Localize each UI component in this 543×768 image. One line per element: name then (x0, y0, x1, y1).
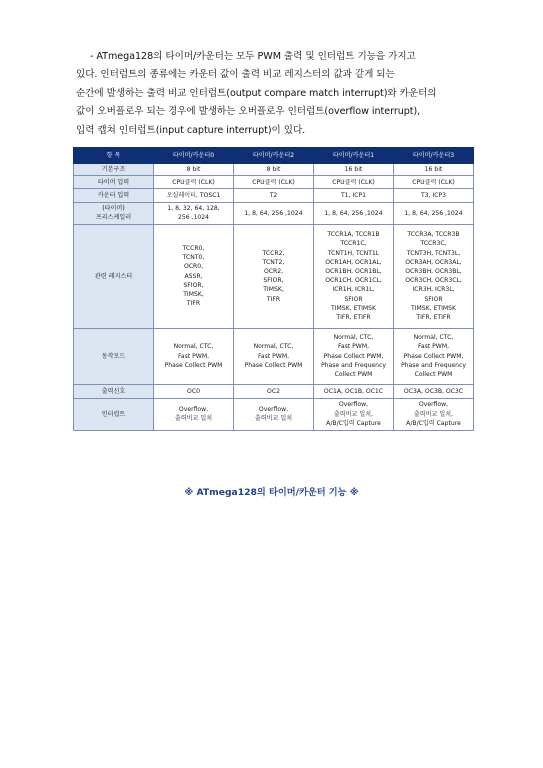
cell-line: Collect PWM (414, 370, 453, 378)
cell-line: TIMSK, ETIMSK (410, 304, 456, 312)
row-label-line: 관련 레지스터 (94, 272, 133, 280)
cell-line: SFIOR, (183, 281, 204, 289)
table-cell-timer3 (394, 189, 474, 203)
cell-line: TCNT2, (262, 258, 285, 266)
row-label (74, 176, 154, 189)
cell-line: 8 bit (266, 166, 281, 173)
table-cell-timer3 (394, 328, 474, 384)
header-timer3: 타이머/카운터3 (394, 148, 474, 164)
cell-line: TIFR, ETIFR (416, 313, 451, 321)
cell-line: 1, 8, 64, 256 ,1024 (404, 209, 463, 217)
row-label-line: (타이머) (102, 205, 125, 213)
intro-line: 있다. 인터럽트의 종류에는 카운터 값이 출력 비교 레지스터의 값과 같게 되는 (76, 69, 395, 81)
table-row (74, 398, 474, 430)
cell-line: Fast PWM, (257, 352, 290, 360)
cell-line: TCCR2, (262, 249, 285, 257)
row-label (74, 328, 154, 384)
table-cell-timer1 (314, 189, 394, 203)
cell-line: Overflow, (178, 405, 209, 413)
cell-line: TCCR0, (182, 244, 205, 252)
cell-line: CPU클럭 (CLK) (172, 178, 215, 186)
table-row (74, 384, 474, 398)
table-row (74, 189, 474, 203)
cell-line: Overflow, (338, 401, 369, 409)
cell-line: Phase Collect PWM, (323, 352, 384, 360)
table-cell-timer1 (314, 176, 394, 189)
cell-line: CPU클럭 (CLK) (252, 178, 295, 186)
table-row (74, 328, 474, 384)
table-cell-timer0 (154, 164, 234, 176)
cell-line: 출력비교 일치, (333, 410, 374, 418)
row-label (74, 398, 154, 430)
cell-line: OCR3CH, OCR3CL, (405, 277, 462, 285)
row-label-line: 인터럽트 (101, 410, 126, 418)
cell-line: OC3A, OC3B, OC3C (403, 387, 464, 395)
table-cell-timer2 (234, 398, 314, 430)
intro-line: 입력 캡쳐 인터럽트(input capture interrupt)이 있다. (76, 124, 306, 136)
table-cell-timer0 (154, 203, 234, 224)
table-cell-timer3 (394, 224, 474, 328)
cell-line: 1, 8, 32, 64, 128, (167, 205, 220, 213)
cell-line: 출력비교 일치, (413, 410, 454, 418)
table-header-row (74, 148, 474, 164)
table-cell-timer3 (394, 384, 474, 398)
cell-line: ICR3H, ICR3L, (412, 286, 455, 294)
table-cell-timer2 (234, 189, 314, 203)
cell-line: A/B/C입력 Capture (406, 419, 461, 427)
cell-line: Phase Collect PWM, (403, 352, 464, 360)
cell-line: TIMSK, ETIMSK (330, 304, 376, 312)
cell-line: 출력비교 일치 (174, 415, 213, 423)
cell-line: TCNT1H, TCNT1L (327, 249, 380, 257)
row-label (74, 384, 154, 398)
table-cell-timer2 (234, 328, 314, 384)
cell-line: CPU클럭 (CLK) (332, 178, 375, 186)
row-label-line: 카운터 입력 (97, 192, 130, 200)
table-row (74, 224, 474, 328)
header-timer0: 타이머/카운터0 (154, 148, 234, 164)
cell-line: OC0 (187, 387, 200, 395)
table-caption: ※ ATmega128의 타이머/카운터 기능 ※ (184, 487, 359, 498)
cell-line: OCR3BH, OCR3BL, (405, 267, 462, 275)
cell-line: Collect PWM (334, 370, 373, 378)
table-cell-timer2 (234, 203, 314, 224)
row-label (74, 203, 154, 224)
timer-counter-table (73, 147, 474, 431)
intro-paragraph (76, 48, 466, 140)
cell-line: 16 bit (344, 166, 363, 173)
table-cell-timer1 (314, 328, 394, 384)
cell-line: Normal, CTC, (253, 343, 294, 351)
cell-line: 1, 8, 64, 256 ,1024 (244, 209, 303, 217)
cell-line: OC2 (267, 387, 280, 395)
table-row (74, 176, 474, 189)
cell-line: SFIOR (344, 295, 363, 303)
row-label-line: 프리스케일러 (95, 214, 132, 222)
row-label-line: 타이머 입력 (97, 178, 130, 186)
cell-line: T1, ICP1 (340, 192, 367, 200)
table-cell-timer1 (314, 384, 394, 398)
cell-line: OCR3AH, OCR3AL, (405, 258, 462, 266)
row-label (74, 189, 154, 203)
cell-line: TIFR (266, 295, 281, 303)
cell-line: SFIOR (424, 295, 443, 303)
table-cell-timer2 (234, 384, 314, 398)
table-cell-timer3 (394, 398, 474, 430)
table-cell-timer3 (394, 176, 474, 189)
cell-line: OCR2, (263, 267, 284, 275)
cell-line: Fast PWM, (417, 343, 450, 351)
cell-line: TCNT0, (182, 254, 205, 262)
cell-line: TIFR (186, 300, 201, 308)
cell-line: Normal, CTC, (333, 334, 374, 342)
table-cell-timer0 (154, 176, 234, 189)
cell-line: OC1A, OC1B, OC1C (323, 387, 384, 395)
cell-line: Overflow, (258, 405, 289, 413)
row-label-line: 기본구조 (101, 166, 126, 173)
cell-line: OCR1CH, OCR1CL, (325, 277, 382, 285)
cell-line: Normal, CTC, (413, 334, 454, 342)
table-row (74, 164, 474, 176)
cell-line: Normal, CTC, (173, 343, 214, 351)
cell-line: 256 ,1024 (177, 214, 209, 222)
cell-line: A/B/C입력 Capture (326, 419, 381, 427)
intro-line: 값이 오버플로우 되는 경우에 발생하는 오버플로우 인터럽트(overflow interrupt), (76, 106, 421, 118)
cell-line: SFIOR, (263, 277, 284, 285)
row-label-line: 출력신호 (101, 387, 126, 395)
row-label-line: 동작모드 (101, 352, 126, 360)
cell-line: OCR0, (183, 263, 204, 271)
cell-line: 8 bit (186, 166, 201, 173)
cell-line: TCCR1A, TCCR1B (327, 231, 380, 239)
cell-line: T2 (269, 192, 278, 200)
cell-line: Overflow, (418, 401, 449, 409)
table-cell-timer0 (154, 224, 234, 328)
cell-line: TIMSK, (183, 290, 204, 298)
cell-line: Phase Collect PWM (244, 361, 303, 369)
table-cell-timer3 (394, 164, 474, 176)
table-cell-timer2 (234, 164, 314, 176)
intro-line: - ATmega128의 타이머/카운터는 모두 PWM 출력 및 인터럽트 기능을 가지고 (90, 51, 416, 62)
cell-line: 오실레이터, TOSC1 (166, 192, 221, 200)
cell-line: TIMSK, (263, 286, 284, 294)
cell-line: 16 bit (424, 166, 443, 173)
cell-line: Fast PWM, (177, 352, 210, 360)
header-item: 항 목 (74, 148, 154, 164)
cell-line: 출력비교 일치 (254, 415, 293, 423)
intro-line: 순간에 발생하는 출력 비교 인터럽트(output compare match interrupt)와 카운터의 (76, 87, 437, 99)
header-timer1: 타이머/카운터1 (314, 148, 394, 164)
table-cell-timer0 (154, 328, 234, 384)
cell-line: TCNT3H, TCNT3L, (406, 249, 461, 257)
table-cell-timer2 (234, 176, 314, 189)
cell-line: T3, ICP3 (420, 192, 447, 200)
cell-line: OCR1AH, OCR1AL, (325, 258, 382, 266)
cell-line: Phase and Frequency (400, 361, 466, 369)
row-label (74, 224, 154, 328)
table-cell-timer3 (394, 203, 474, 224)
cell-line: CPU클럭 (CLK) (412, 178, 455, 186)
cell-line: TCCR1C, (340, 240, 367, 248)
header-timer2: 타이머/카운터2 (234, 148, 314, 164)
cell-line: TCCR3C, (420, 240, 447, 248)
cell-line: ASSR, (184, 272, 203, 280)
cell-line: Phase and Frequency (320, 361, 386, 369)
table-cell-timer0 (154, 398, 234, 430)
table-cell-timer1 (314, 203, 394, 224)
table-row (74, 203, 474, 224)
table-cell-timer2 (234, 224, 314, 328)
cell-line: ICR1H, ICR1L, (332, 286, 375, 294)
cell-line: OCR1BH, OCR1BL, (325, 267, 382, 275)
table-cell-timer1 (314, 224, 394, 328)
cell-line: Phase Collect PWM (164, 361, 223, 369)
cell-line: TIFR, ETIFR (336, 313, 371, 321)
table-cell-timer0 (154, 189, 234, 203)
table-body (74, 164, 474, 431)
table-cell-timer0 (154, 384, 234, 398)
table-cell-timer1 (314, 164, 394, 176)
table-cell-timer1 (314, 398, 394, 430)
row-label (74, 164, 154, 176)
cell-line: 1, 8, 64, 256 ,1024 (324, 209, 383, 217)
cell-line: TCCR3A, TCCR3B (407, 231, 460, 239)
cell-line: Fast PWM, (337, 343, 370, 351)
